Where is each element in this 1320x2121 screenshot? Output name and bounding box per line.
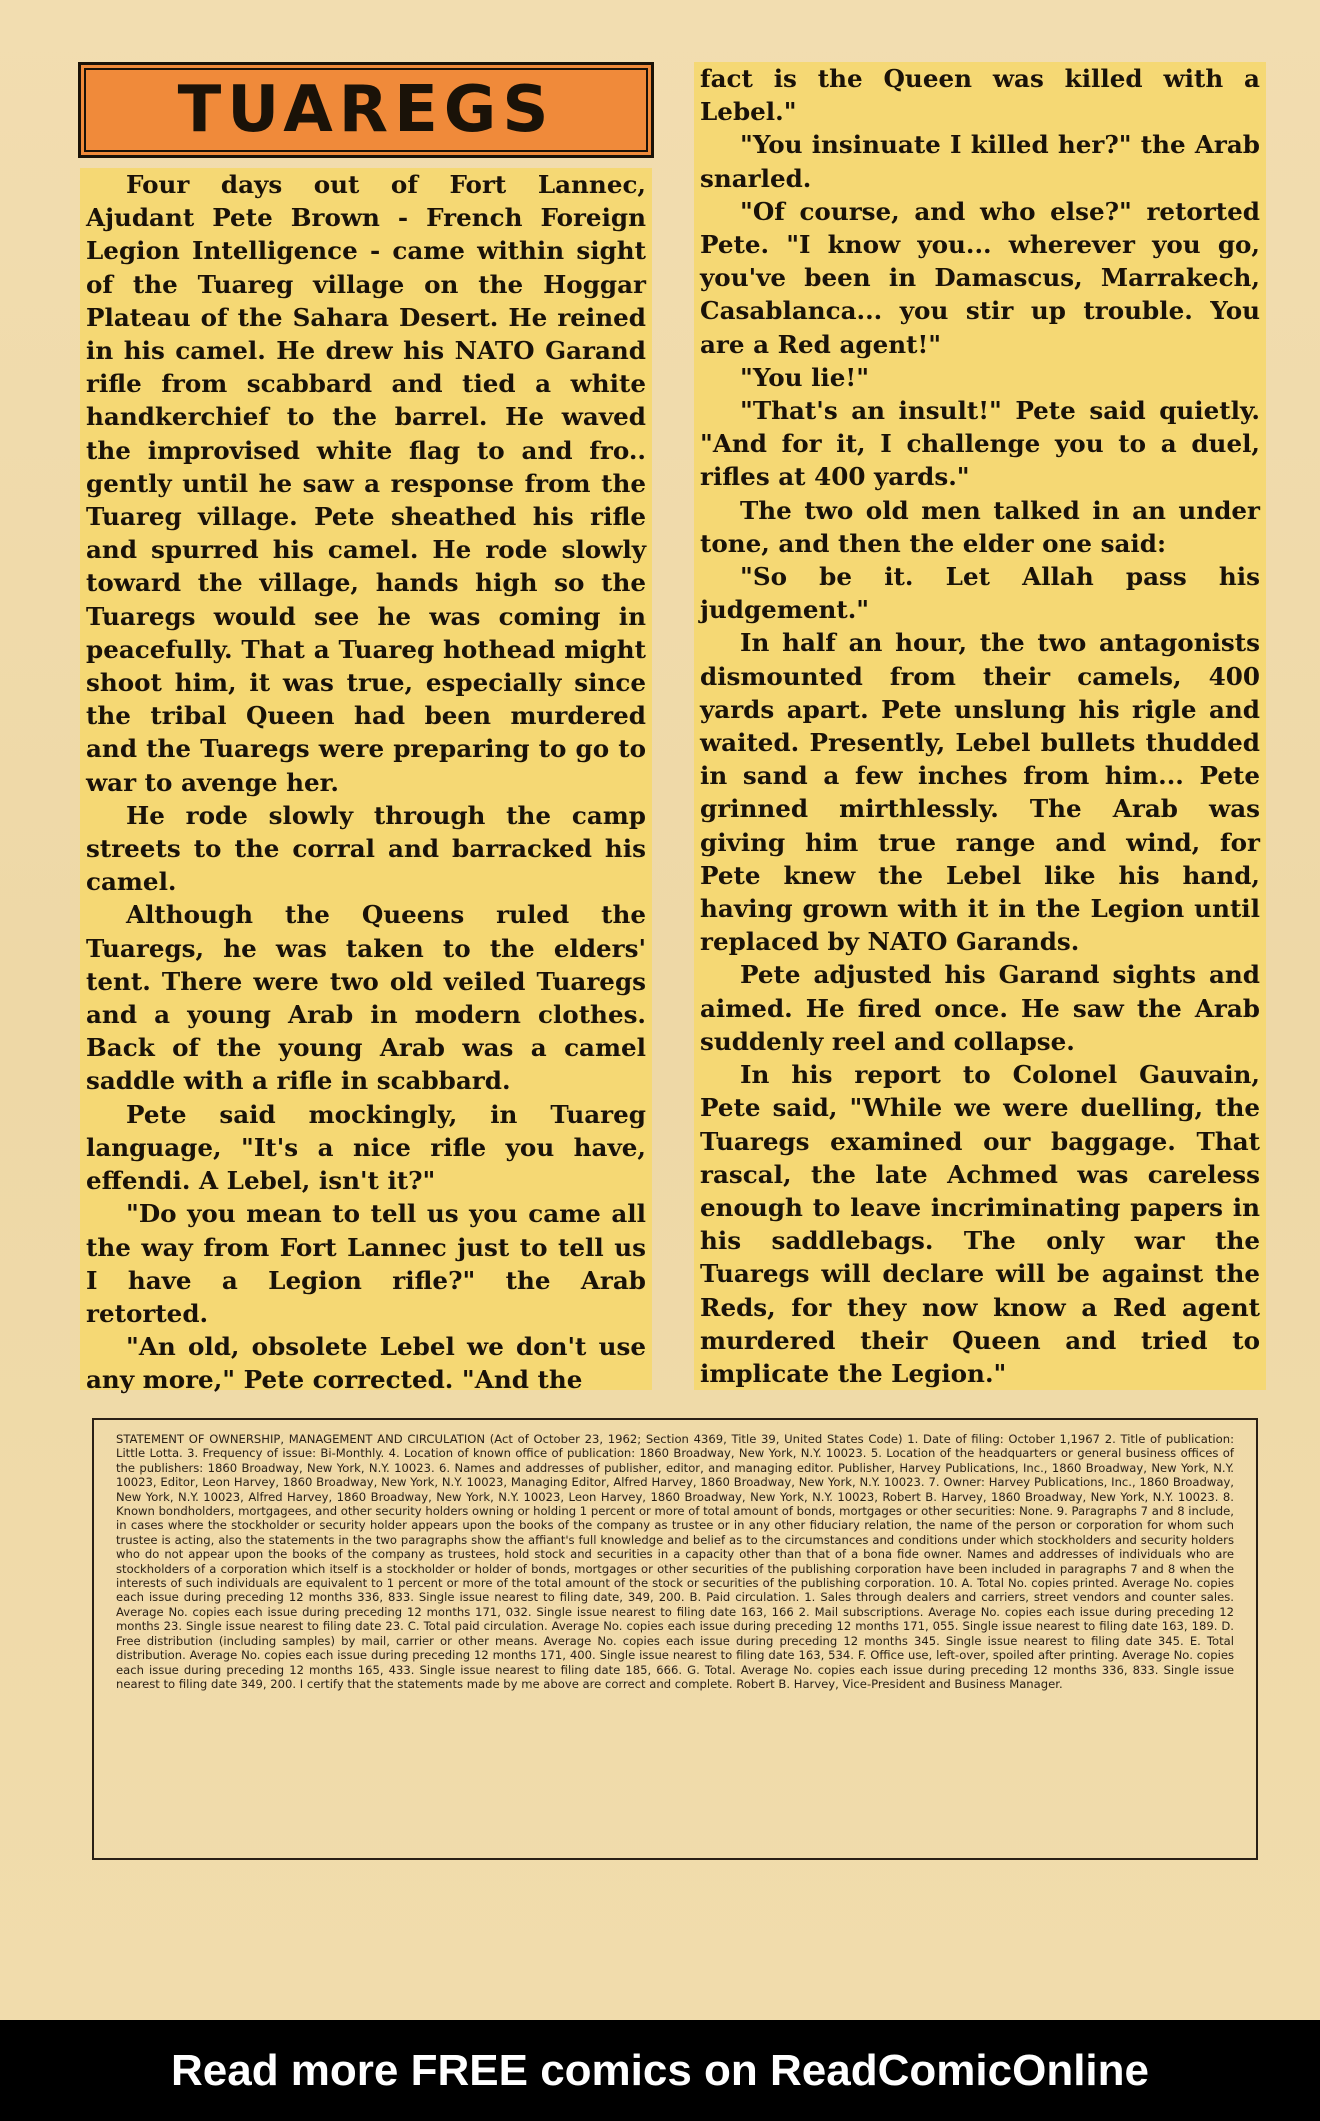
paragraph: "That's an insult!" Pete said quietly. "And for it, I challenge you to a duel, rifles at 400 yards." xyxy=(700,396,1260,492)
footer-link-text[interactable]: Read more FREE comics on ReadComicOnline xyxy=(170,2045,1149,2095)
paragraph: "Do you mean to tell us you came all the way from Fort Lannec just to tell us I have a Legion rifle?" the Arab retorted. xyxy=(86,1199,646,1328)
paragraph: "So be it. Let Allah pass his judgement." xyxy=(700,562,1260,625)
left-text-column xyxy=(80,168,652,1395)
footer-banner[interactable] xyxy=(0,2020,1320,2121)
paragraph: "An old, obsolete Lebel we don't use any more," Pete corrected. "And the xyxy=(86,1332,646,1395)
paragraph: Although the Queens ruled the Tuaregs, he was taken to the elders' tent. There were two old veiled Tuaregs and a young Arab in modern clothes. Back of the young Arab was a camel saddle with a rifle in scabbard. xyxy=(86,900,646,1096)
ownership-statement-box xyxy=(92,1418,1258,1860)
paragraph: fact is the Queen was killed with a Lebel." xyxy=(700,64,1260,127)
paragraph: "You insinuate I killed her?" the Arab snarled. xyxy=(700,130,1260,193)
paragraph: Four days out of Fort Lannec, Ajudant Pete Brown - French Foreign Legion Intelligence - came within sight of the Tuareg village on the Hoggar Plateau of the Sahara Desert. He reined in his camel. He drew his NATO Garand rifle from scabbard and tied a white handkerchief to the barrel. He waved the improvised white flag to and fro.. gently until he saw a response from the Tuareg village. Pete sheathed his rifle and spurred his camel. He rode slowly toward the village, hands high so the Tuaregs would see he was coming in peacefully. That a Tuareg hothead might shoot him, it was true, especially since the tribal Queen had been murdered and the Tuaregs were preparing to go to war to avenge her. xyxy=(86,170,646,797)
story-title: TUAREGS xyxy=(177,73,555,147)
paragraph: He rode slowly through the camp streets to the corral and barracked his camel. xyxy=(86,800,646,897)
paragraph: The two old men talked in an under tone, and then the elder one said: xyxy=(700,495,1260,558)
ownership-statement-text: STATEMENT OF OWNERSHIP, MANAGEMENT AND CIRCULATION (Act of October 23, 1962; Section 4369, Title 39, United States Code) 1. Date of filing: October 1,1967 2. Title of publication: Little Lotta. 3. Frequency of issue: Bi-Monthly. 4. Location of known office of publication: 1860 Broadway, New York, N.Y. 10023. 5. Location of the headquarters or general business offices of the publishers: 1860 Broadway, New York, N.Y. 10023. 6. Names and addresses of publisher, editor, and managing editor. Publisher, Harvey Publications, Inc., 1860 Broadway, New York, N.Y. 10023, Editor, Leon Harvey, 1860 Broadway, New York, N.Y. 10023, Managing Editor, Alfred Harvey, 1860 Broadway, New York, N.Y. 10023. 7. Owner: Harvey Publications, Inc., 1860 Broadway, New York, N.Y. 10023, Alfred Harvey, 1860 Broadway, New York, N.Y. 10023, Leon Harvey, 1860 Broadway, New York, N.Y. 10023, Robert B. Harvey, 1860 Broadway, New York, N.Y. 10023. 8. Known bondholders, mortgagees, and other security holders owning or holding 1 percent or more of total amount of bonds, mortgages or other securities: None. 9. Paragraphs 7 and 8 include, in cases where the stockholder or security holder appears upon the books of the company as trustee or in any other fiduciary relation, the name of the person or corporation for whom such trustee is acting, also the statements in the two paragraphs show the affiant's full knowledge and belief as to the circumstances and conditions under which stockholders and security holders who do not appear upon the books of the company as trustees, hold stock and securities in a capacity other than that of a bona fide owner. Names and addresses of individuals who are stockholders of a corporation which itself is a stockholder or holder of bonds, mortgages or other securities of the publishing corporation have been included in paragraphs 7 and 8 when the interests of such individuals are equivalent to 1 percent or more of the total amount of the stock or securities of the publishing corporation. 10. A. Total No. copies printed. Average No. copies each issue during preceding 12 months 336, 833. Single issue nearest to filing date, 349, 200. B. Paid circulation. 1. Sales through dealers and carriers, street vendors and counter sales. Average No. copies each issue during preceding 12 months 171, 032. Single issue nearest to filing date 163, 166 2. Mail subscriptions. Average No. copies each issue during preceding 12 months 23. Single issue nearest to filing date 23. C. Total paid circulation. Average No. copies each issue during preceding 12 months 171, 055. Single issue nearest to filing date 163, 189. D. Free distribution (including samples) by mail, carrier or other means. Average No. copies each issue during preceding 12 months 345. Single issue nearest to filing date 345. E. Total distribution. Average No. copies each issue during preceding 12 months 171, 400. Single issue nearest to filing date 163, 534. F. Office use, left-over, spoiled after printing. Average No. copies each issue during preceding 12 months 165, 433. Single issue nearest to filing date 185, 666. G. Total. Average No. copies each issue during preceding 12 months 336, 833. Single issue nearest to filing date 349, 200. I certify that the statements made by me above are correct and complete. Robert B. Harvey, Vice-President and Business Manager. xyxy=(116,1432,1234,1691)
paragraph: In half an hour, the two antagonists dismounted from their camels, 400 yards apart. Pete unslung his rigle and waited. Presently, Lebel bullets thudded in sand a few inches from him... Pete grinned mirthlessly. The Arab was giving him true range and wind, for Pete knew the Lebel like his hand, having grown with it in the Legion until replaced by NATO Garands. xyxy=(700,628,1260,957)
title-box xyxy=(78,62,654,158)
paragraph: "Of course, and who else?" retorted Pete. "I know you... wherever you go, you've been in Damascus, Marrakech, Casablanca... you stir up trouble. You are a Red agent!" xyxy=(700,196,1260,359)
paragraph: Pete adjusted his Garand sights and aimed. He fired once. He saw the Arab suddenly reel and collapse. xyxy=(700,960,1260,1056)
right-text-column xyxy=(694,62,1266,1390)
paragraph: Pete said mockingly, in Tuareg language, "It's a nice rifle you have, effendi. A Lebel, isn't it?" xyxy=(86,1099,646,1196)
paragraph: "You lie!" xyxy=(740,362,870,392)
paragraph: In his report to Colonel Gauvain, Pete said, "While we were duelling, the Tuaregs examined our baggage. That rascal, the late Achmed was careless enough to leave incriminating papers in his saddlebags. The only war the Tuaregs will declare will be against the Reds, for they now know a Red agent murdered their Queen and tried to implicate the Legion." xyxy=(700,1060,1260,1388)
